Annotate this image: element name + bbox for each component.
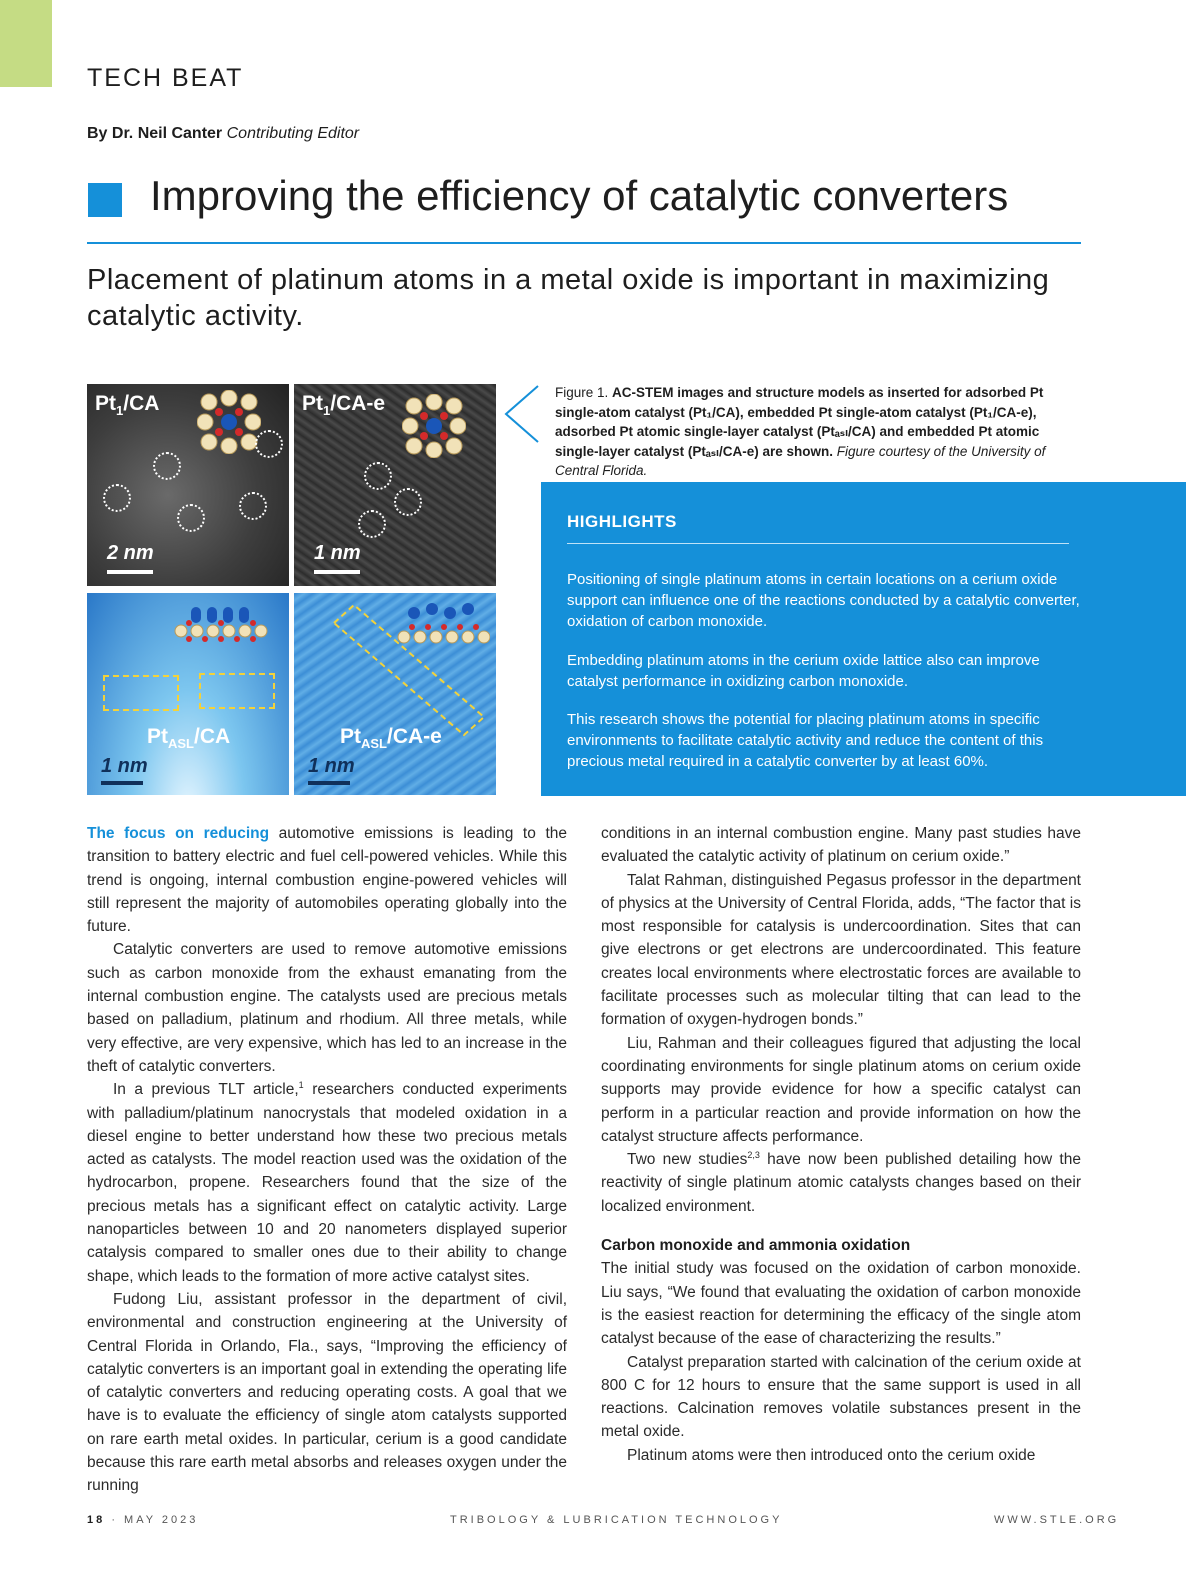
- panel-label: $Pt_{ASL}/CA$: [147, 725, 231, 752]
- footnote-ref: 1: [298, 1080, 304, 1091]
- highlights-title: HIGHLIGHTS: [567, 512, 677, 531]
- section-color-tab: [0, 0, 52, 87]
- caption-body: AC-STEM images and structure models as inserted for adsorbed Pt single-atom catalyst (Pt₁/CA), embedded Pt single-atom catalyst (Pt₁/CA-e), adsorbed Pt atomic single-layer catalyst (Ptₐₛₗ/CA) and embedded Pt atomic single-layer catalyst (Ptₐₛₗ/CA-e) are shown.: [555, 385, 1044, 459]
- body-paragraph: Catalytic converters are used to remove automotive emissions such as carbon monoxide from the exhaust emanating from the internal combustion engine. The catalysts used are precious metals based on palladium, platinum and rhodium. All three metals, while very effective, are very expensive, which has led to an increase in the theft of catalytic converters.: [87, 941, 567, 1075]
- panel-label: $Pt_1/CA-e$: [302, 392, 386, 419]
- footer-url: WWW.STLE.ORG: [994, 1514, 1120, 1526]
- body-paragraph: The initial study was focused on the oxidation of carbon monoxide. Liu says, “We found that evaluating the oxidation of carbon monoxide is the easiest reaction for determining the efficacy of the single atom catalyst because of the ease of characterizing the results.”: [601, 1260, 1081, 1348]
- highlight-item: Positioning of single platinum atoms in certain locations on a cerium oxide support can influence one of the reactions conducted by a catalytic converter, oxidation of carbon monoxide.: [567, 571, 1080, 630]
- body-column-right: [601, 822, 1081, 1467]
- body-paragraph: Liu, Rahman and their colleagues figured that adjusting the local coordinating environments for single platinum atoms on cerium oxide supports may provide evidence for how a specific catalyst can perform in a particular reaction and provide information on how the catalyst structure affects performance.: [601, 1034, 1081, 1145]
- highlight-dashed-box: [199, 673, 275, 709]
- title-square-icon: [88, 183, 122, 217]
- issue-date: MAY 2023: [124, 1514, 199, 1526]
- body-paragraph: Fudong Liu, assistant professor in the department of civil, environmental and construction engineering at the University of Central Florida in Orlando, Fla., says, “Improving the efficiency of catalytic converters is an important goal in extending the operating life of catalytic converters and reducing operating costs. A goal that we have is to evaluate the efficiency of single atom catalysts supported on rare earth metal oxides. In particular, cerium is a good candidate because this rare earth metal absorbs and releases oxygen under the running: [87, 1290, 567, 1495]
- scale-bar: [107, 570, 153, 574]
- scale-bar: [101, 781, 143, 785]
- byline: [87, 125, 359, 143]
- byline-author: By Dr. Neil Canter: [87, 125, 223, 142]
- scale-label: 1 nm: [308, 755, 355, 777]
- highlight-dashed-box: [103, 675, 179, 711]
- atom-marker-circle: [153, 452, 181, 480]
- body-paragraph: conditions in an internal combustion engine. Many past studies have evaluated the catalytic activity of platinum on cerium oxide.”: [601, 825, 1081, 866]
- panel-label: $Pt_{ASL}/CA-e$: [340, 725, 442, 752]
- structure-model-icon: [171, 601, 275, 645]
- figure-panel-ptasl-ca: [87, 593, 289, 795]
- atom-marker-circle: [239, 492, 267, 520]
- body-column-left: [87, 822, 567, 1498]
- body-paragraph: In a previous TLT article,$^1$ researchers conducted experiments with palladium/platinum nanocrystals that modeled oxidation in a diesel engine to better understand how these two precious metals acted as catalysts. The model reaction used was the oxidation of the hydrocarbon, propene. Researchers found that the size of the precious metals has a significant effect on catalytic activity. Large nanoparticles between 10 and 20 nanometers displayed superior catalysis compared to smaller ones due to their ability to change shape, which leads to the formation of more active catalyst sites.: [87, 1080, 567, 1285]
- figure-caption: [555, 383, 1075, 481]
- highlight-item: This research shows the potential for placing platinum atoms in specific environments to facilitate catalytic activity and reduce the content of this precious metal required in a catalytic converter by at least 60%.: [567, 711, 1044, 770]
- body-paragraph: Talat Rahman, distinguished Pegasus professor in the department of physics at the University of Central Florida, adds, “The factor that is most responsible for catalysis is undercoordination. Sites that can give electrons or get electrons are undercoordinated. This feature creates local environments where electrostatic forces are available to facilitate processes such as molecular tilting that can lead to the formation of oxygen-hydrogen bonds.”: [601, 871, 1081, 1029]
- byline-role: Contributing Editor: [226, 125, 360, 142]
- atom-marker-circle: [364, 462, 392, 490]
- section-subhead: Carbon monoxide and ammonia oxidation: [601, 1237, 911, 1255]
- page-number: 18: [87, 1514, 106, 1526]
- scale-label: 1 nm: [314, 542, 361, 564]
- panel-label: $Pt_1/CA$: [95, 392, 160, 419]
- scale-bar: [308, 781, 350, 785]
- lead-in: The focus on reducing: [87, 825, 270, 842]
- body-paragraph: The focus on reducing automotive emissions is leading to the transition to battery electric and fuel cell-powered vehicles. While this trend is ongoing, internal combustion engine-powered vehicles will still represent the majority of automobiles operating globally into the future.: [87, 825, 567, 936]
- highlights-box: [541, 482, 1186, 796]
- highlight-item: Embedding platinum atoms in the cerium oxide lattice also can improve catalyst performance in oxidizing carbon monoxide.: [567, 652, 1040, 690]
- article-title: Improving the efficiency of catalytic converters: [150, 172, 1009, 219]
- caption-credit: Figure courtesy of the University of Central Florida.: [555, 443, 1046, 478]
- article-dek: Placement of platinum atoms in a metal oxide is important in maximizing catalytic activity.: [87, 264, 1050, 332]
- figure-panel-pt1-ca: [87, 384, 289, 586]
- atom-marker-circle: [255, 430, 283, 458]
- figure-panel-pt1-ca-e: [294, 384, 496, 586]
- footnote-ref: 2,3: [747, 1150, 760, 1160]
- highlight-dashed-box: [314, 605, 494, 745]
- section-label: TECH BEAT: [87, 64, 244, 92]
- atom-marker-circle: [177, 504, 205, 532]
- caption-number: Figure 1.: [555, 385, 609, 400]
- footer-separator: ·: [111, 1514, 118, 1526]
- highlights-divider: [567, 543, 1069, 544]
- structure-model-icon: [402, 394, 466, 458]
- caption-pointer-icon: [502, 384, 542, 444]
- body-paragraph: Platinum atoms were then introduced onto the cerium oxide: [627, 1446, 1036, 1464]
- scale-label: 2 nm: [107, 542, 154, 564]
- atom-marker-circle: [394, 488, 422, 516]
- body-paragraph: Catalyst preparation started with calcination of the cerium oxide at 800 C for 12 hours to ensure that the same support is used in all reactions. Calcination removes volatile substances present in the metal oxide.: [601, 1353, 1081, 1441]
- title-divider: [87, 242, 1081, 244]
- figure-panel-ptasl-ca-e: [294, 593, 496, 795]
- structure-model-icon: [197, 390, 261, 454]
- body-paragraph: Two new studies$^{2,3}$ have now been published detailing how the reactivity of single platinum atomic catalysts changes based on their localized environment.: [601, 1150, 1081, 1215]
- atom-marker-circle: [103, 484, 131, 512]
- atom-marker-circle: [358, 510, 386, 538]
- scale-bar: [314, 570, 360, 574]
- footer-publication: TRIBOLOGY & LUBRICATION TECHNOLOGY: [450, 1514, 783, 1526]
- footer-page-info: [87, 1514, 198, 1526]
- scale-label: 1 nm: [101, 755, 148, 777]
